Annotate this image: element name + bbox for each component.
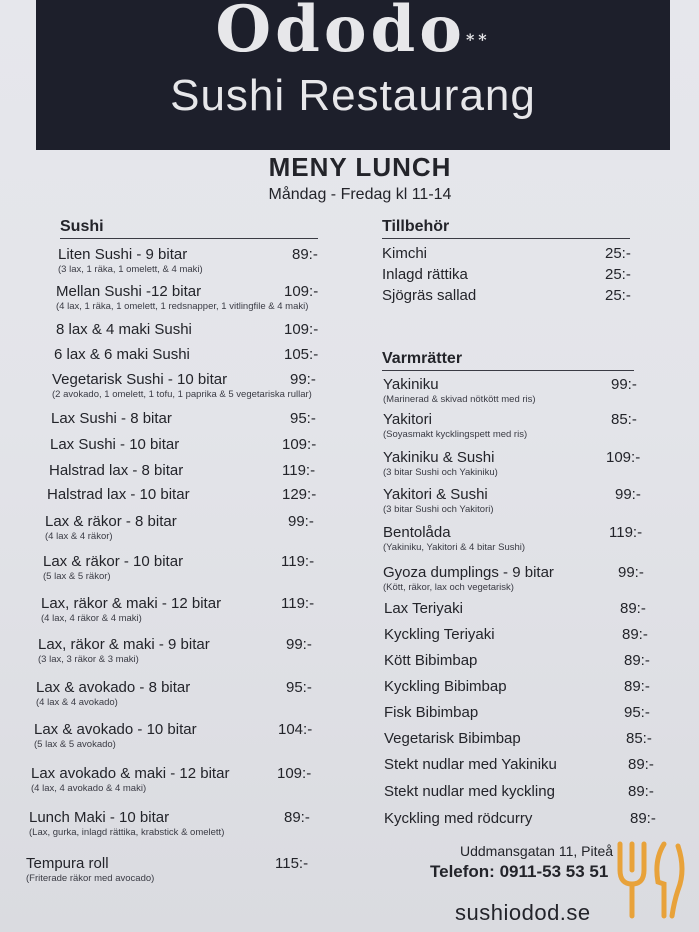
item-price: 99:- [611,376,637,393]
sushi-menu-item [34,721,197,751]
sushi-menu-item [50,436,179,454]
item-price: 105:- [284,346,319,363]
item-price: 25:- [605,287,631,304]
item-name: Yakitori & Sushi [383,486,488,503]
item-price: 99:- [618,564,644,581]
sushi-menu-item [26,855,154,885]
varmratter-menu-item [383,411,527,441]
item-description: (2 avokado, 1 omelett, 1 tofu, 1 paprika & 5 vegetariska rullar) [52,389,312,400]
varmratter-menu-item [383,449,498,479]
item-name: Lax & avokado - 8 bitar [36,679,191,696]
sushi-menu-item [38,636,210,666]
item-price: 25:- [605,245,631,262]
item-name: Fisk Bibimbap [384,704,479,721]
varmratter-menu-item [383,564,554,594]
item-name: Stekt nudlar med Yakiniku [384,756,557,773]
varmratter-menu-item [384,730,521,748]
varmratter-menu-item [383,376,536,406]
item-description: (Marinerad & skivad nötkött med ris) [383,394,536,405]
section-heading-tillbehor: Tillbehör [382,218,630,239]
varmratter-menu-item [384,626,495,644]
item-description: (5 lax & 5 räkor) [43,571,111,582]
varmratter-menu-item [384,652,477,670]
item-name: Lax, räkor & maki - 9 bitar [38,636,210,653]
varmratter-menu-item [384,810,532,828]
item-price: 89:- [628,756,654,773]
item-name: Kött Bibimbap [384,652,478,669]
item-price: 95:- [286,679,312,696]
item-description: (Yakiniku, Yakitori & 4 bitar Sushi) [383,542,526,553]
sushi-menu-item [51,410,172,428]
item-name: Lax Sushi - 10 bitar [50,436,180,453]
menu-title: MENY LUNCH [268,152,452,182]
item-name: Kyckling Bibimbap [384,678,507,695]
item-price: 85:- [611,411,637,428]
sushi-menu-item [58,246,203,276]
tillbehor-menu-item [382,245,427,263]
item-price: 115:- [275,855,309,872]
sushi-menu-item [47,486,190,504]
item-name: Sjögräs sallad [382,287,477,304]
varmratter-menu-item [384,600,463,618]
item-price: 109:- [284,283,319,300]
website: sushiodod.se [455,900,591,925]
item-price: 89:- [630,810,656,827]
item-name: Gyoza dumplings - 9 bitar [383,564,554,581]
varmratter-menu-item [383,524,525,554]
item-name: Lax avokado & maki - 12 bitar [31,765,230,782]
item-description: (Kött, räkor, lax och vegetarisk) [383,582,514,593]
item-description: (3 bitar Sushi och Yakiniku) [383,467,498,478]
item-price: 99:- [290,371,316,388]
item-description: (4 lax & 4 avokado) [36,697,118,708]
item-description: (4 lax & 4 räkor) [45,531,113,542]
item-price: 89:- [622,626,648,643]
item-name: Lax & räkor - 10 bitar [43,553,184,570]
logo-stars: ** [465,30,491,49]
item-description: (Soyasmakt kycklingspett med ris) [383,429,528,440]
item-description: (4 lax, 4 avokado & 4 maki) [31,783,147,794]
sushi-menu-item [43,553,183,583]
item-price: 89:- [624,678,650,695]
item-name: Vegetarisk Bibimbap [384,730,521,747]
tillbehor-menu-item [382,287,476,305]
item-description: (3 bitar Sushi och Yakitori) [383,504,494,515]
sushi-menu-item [29,809,224,839]
item-name: Lax & räkor - 8 bitar [45,513,177,530]
item-price: 104:- [278,721,313,738]
sushi-menu-item [49,462,183,480]
section-heading-sushi: Sushi [60,218,318,239]
item-name: Lax Sushi - 8 bitar [51,410,172,427]
item-price: 109:- [282,436,317,453]
varmratter-menu-item [384,704,478,722]
menu-hours: Måndag - Fredag kl 11-14 [268,186,452,203]
item-price: 129:- [282,486,317,503]
item-description: (3 lax, 3 räkor & 3 maki) [38,654,139,665]
item-price: 85:- [626,730,652,747]
item-price: 119:- [609,524,643,541]
item-price: 119:- [281,595,315,612]
item-name: Yakiniku [383,376,439,393]
item-name: Kimchi [382,245,428,262]
sushi-menu-item [45,513,177,543]
item-price: 25:- [605,266,631,283]
item-description: (5 lax & 5 avokado) [34,739,116,750]
varmratter-menu-item [383,486,494,516]
item-price: 109:- [277,765,312,782]
item-name: 8 lax & 4 maki Sushi [56,321,192,338]
varmratter-menu-item [384,678,507,696]
item-name: Lunch Maki - 10 bitar [29,809,170,826]
address: Uddmansgatan 11, Piteå [460,843,614,859]
item-name: Stekt nudlar med kyckling [384,783,555,800]
item-description: (4 lax, 4 räkor & 4 maki) [41,613,142,624]
item-price: 89:- [620,600,646,617]
item-price: 99:- [288,513,314,530]
item-description: (Lax, gurka, inlagd rättika, krabstick & omelett) [29,827,225,838]
item-name: Liten Sushi - 9 bitar [58,246,188,263]
item-name: Lax, räkor & maki - 12 bitar [41,595,222,612]
item-price: 119:- [282,462,316,479]
sushi-menu-item [54,346,190,364]
item-name: Halstrad lax - 10 bitar [47,486,190,503]
item-price: 109:- [606,449,641,466]
item-price: 119:- [281,553,315,570]
item-price: 89:- [284,809,310,826]
sushi-menu-item [52,371,312,401]
restaurant-logo: Ododo** [215,0,491,67]
sushi-menu-item [56,283,308,313]
item-price: 109:- [284,321,319,338]
item-name: Yakiniku & Sushi [383,449,495,466]
item-name: Inlagd rättika [382,266,468,283]
restaurant-tagline: Sushi Restaurang [170,71,536,120]
tillbehor-menu-item [382,266,468,284]
fork-knife-icon [612,840,690,920]
item-name: Yakitori [383,411,432,428]
item-name: Bentolåda [383,524,451,541]
item-price: 95:- [290,410,316,427]
item-name: Kyckling Teriyaki [384,626,495,643]
item-price: 89:- [292,246,318,263]
item-name: Lax & avokado - 10 bitar [34,721,197,738]
item-description: (3 lax, 1 räka, 1 omelett, & 4 maki) [58,264,203,275]
varmratter-menu-item [384,783,555,801]
item-description: (Friterade räkor med avocado) [26,873,155,884]
item-price: 89:- [624,652,650,669]
item-price: 95:- [624,704,650,721]
item-name: Halstrad lax - 8 bitar [49,462,184,479]
sushi-menu-item [36,679,190,709]
item-name: Lax Teriyaki [384,600,463,617]
item-name: Vegetarisk Sushi - 10 bitar [52,371,228,388]
phone-number: Telefon: 0911-53 53 51 [430,862,609,881]
item-name: Tempura roll [26,855,109,872]
sushi-menu-item [41,595,221,625]
sushi-menu-item [56,321,192,339]
header-banner [36,0,670,150]
item-name: Kyckling med rödcurry [384,810,533,827]
item-description: (4 lax, 1 räka, 1 omelett, 1 redsnapper, 1 vitlingfile & 4 maki) [56,301,309,312]
item-price: 89:- [628,783,654,800]
item-name: Mellan Sushi -12 bitar [56,283,202,300]
sushi-menu-item [31,765,229,795]
varmratter-menu-item [384,756,557,774]
section-heading-varmratter: Varmrätter [382,350,634,371]
item-price: 99:- [615,486,641,503]
item-name: 6 lax & 6 maki Sushi [54,346,190,363]
item-price: 99:- [286,636,312,653]
